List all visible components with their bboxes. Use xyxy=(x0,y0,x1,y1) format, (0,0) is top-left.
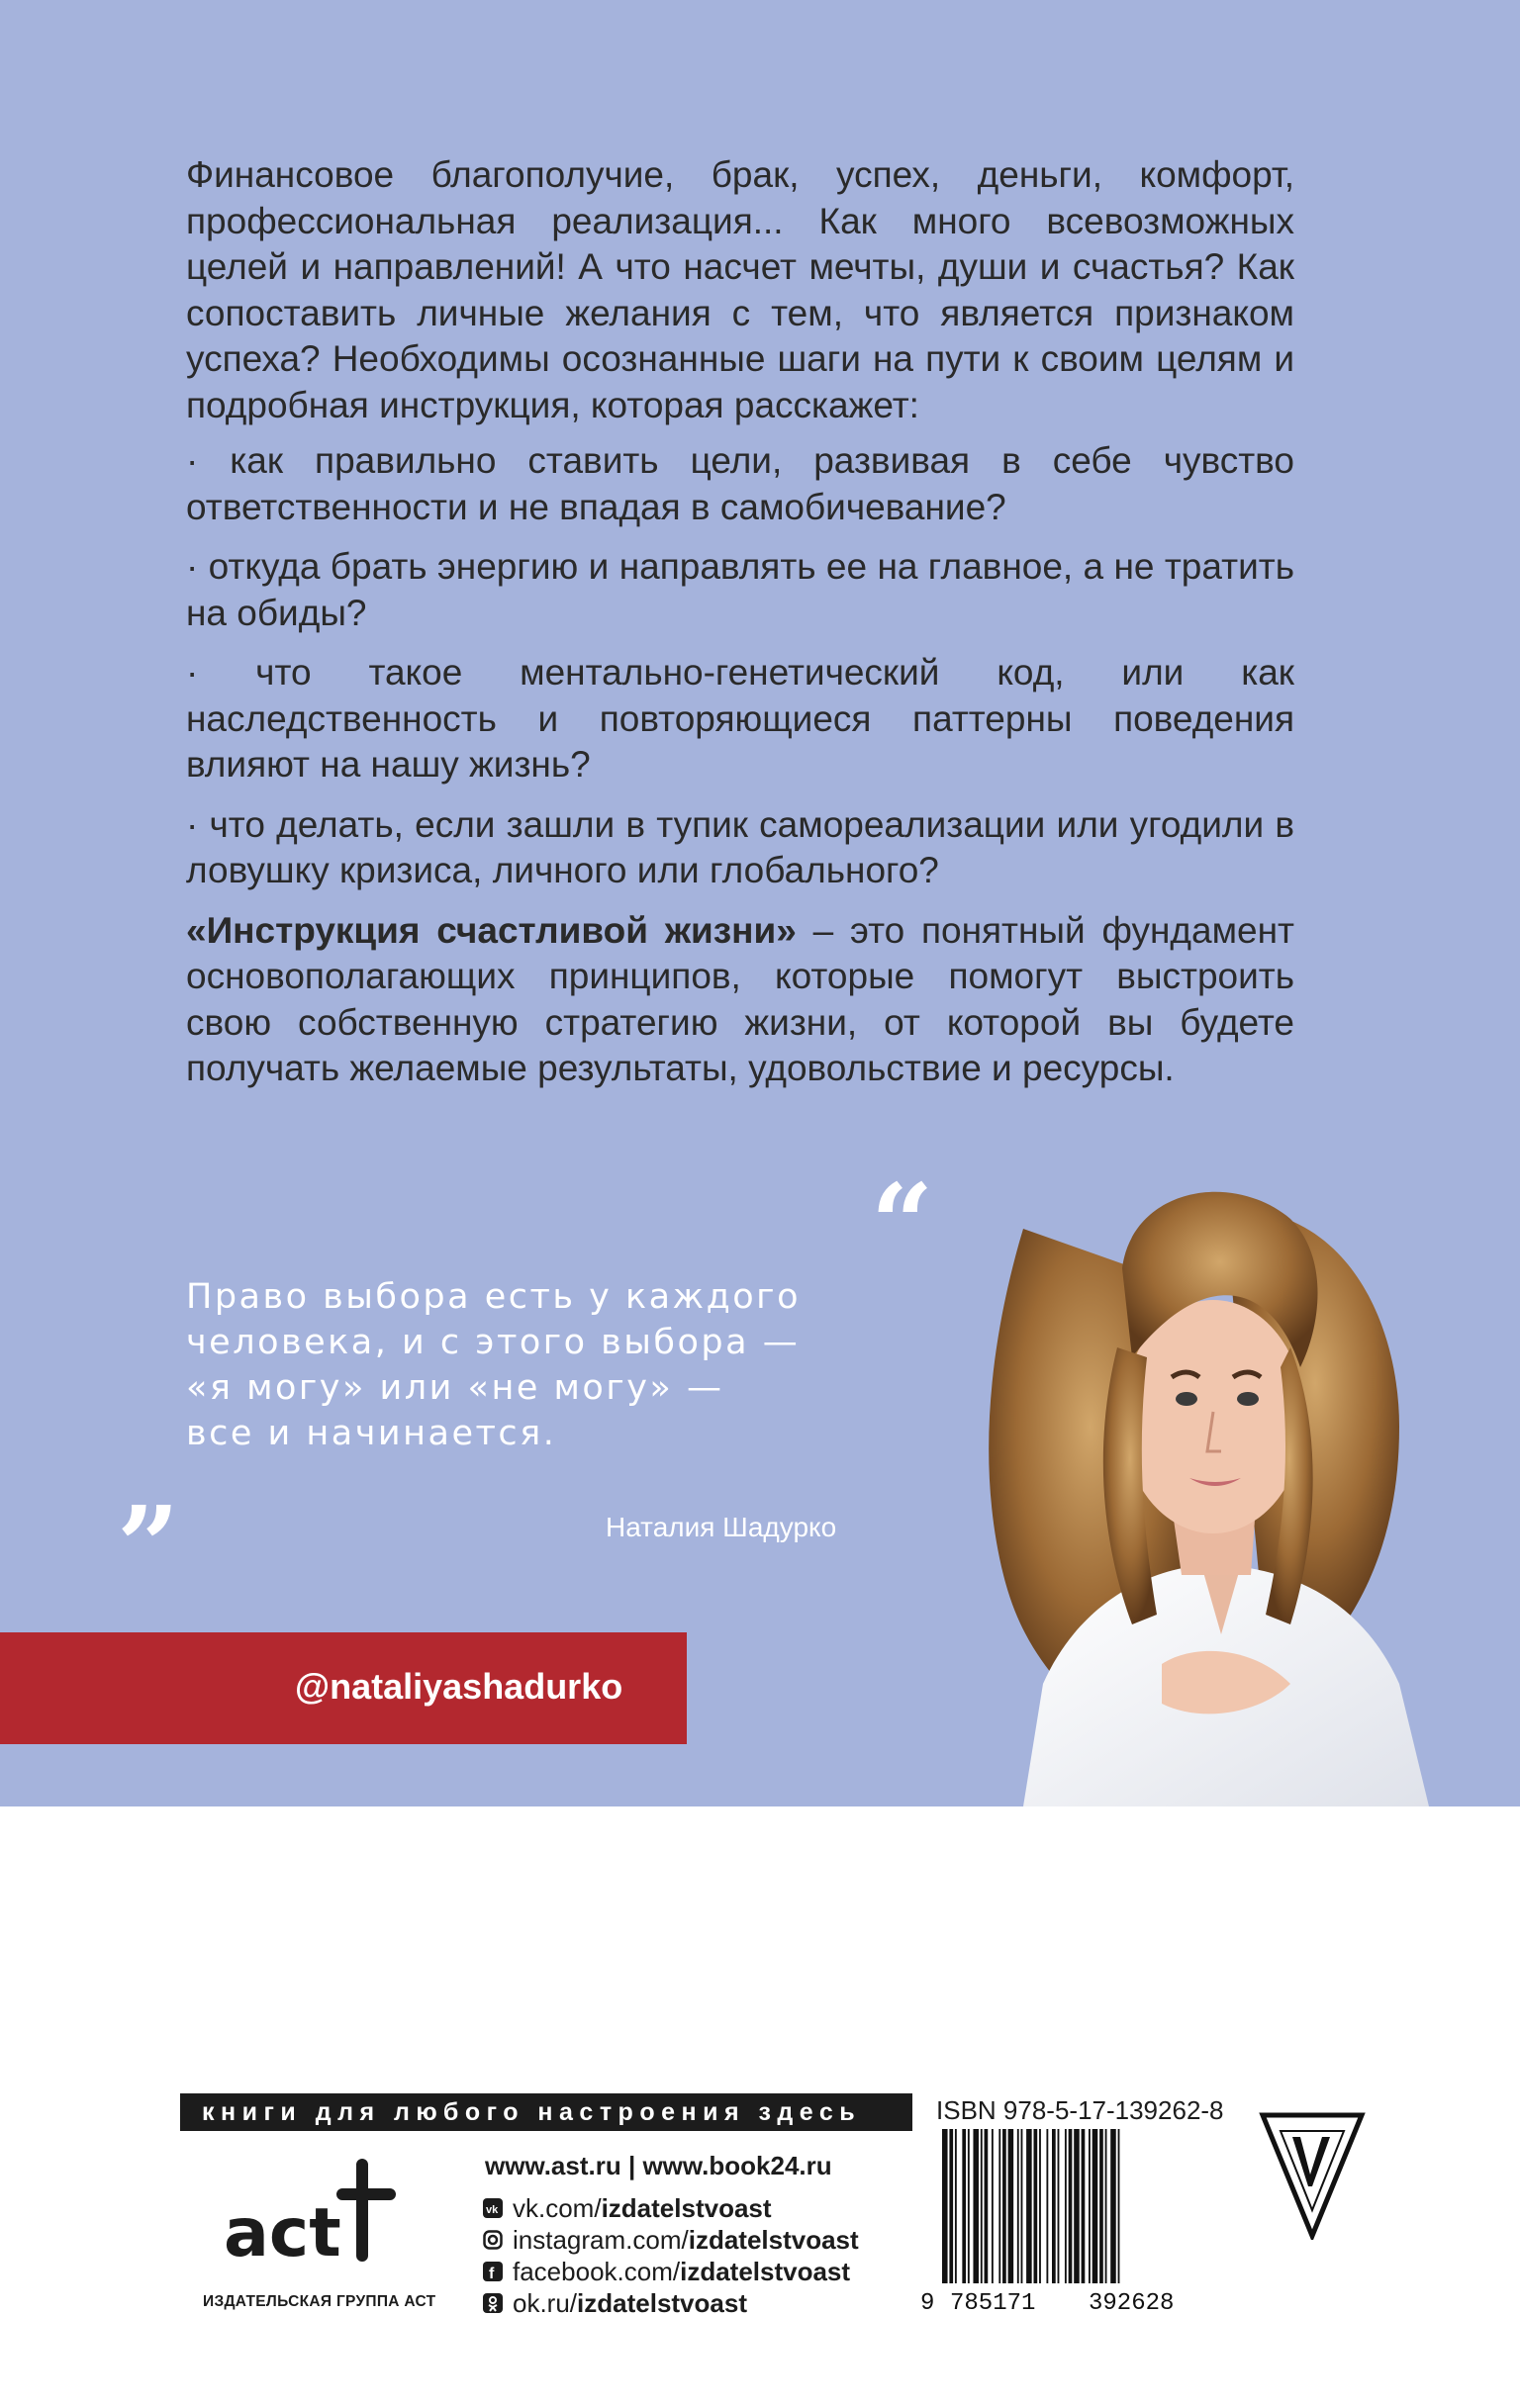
barcode-bar xyxy=(1039,2129,1041,2283)
book-title: «Инструкция счастливой жизни» xyxy=(186,909,797,951)
barcode-bar xyxy=(962,2129,966,2283)
barcode-bar xyxy=(1082,2129,1086,2283)
barcode-bar xyxy=(1021,2129,1023,2283)
barcode-bar xyxy=(1046,2129,1048,2283)
quote-author: Наталия Шадурко xyxy=(606,1512,837,1542)
barcode-bar xyxy=(1002,2129,1006,2283)
publisher-slogan: книги для любого настроения здесь xyxy=(180,2093,912,2131)
publisher-caption: ИЗДАТЕЛЬСКАЯ ГРУППА АСТ xyxy=(203,2293,436,2310)
barcode-bar xyxy=(1065,2129,1067,2283)
barcode-bar xyxy=(973,2129,979,2283)
svg-text:f: f xyxy=(489,2266,495,2281)
barcode-bar xyxy=(1074,2129,1080,2283)
barcode-bar xyxy=(981,2129,983,2283)
svg-text:vk: vk xyxy=(486,2204,499,2216)
barcode-bar xyxy=(1099,2129,1103,2283)
barcode-bar xyxy=(992,2129,994,2283)
odnoklassniki-icon xyxy=(483,2293,503,2313)
author-portrait-illustration xyxy=(934,1130,1488,1806)
quote-line: все и начинается. xyxy=(186,1414,557,1453)
barcode-bar xyxy=(955,2129,957,2283)
barcode-bar xyxy=(985,2129,989,2283)
barcode-bar xyxy=(1092,2129,1098,2283)
vk-icon xyxy=(483,2198,503,2218)
quote-open-mark: “ xyxy=(871,1159,934,1287)
social-handle: @nataliyashadurko xyxy=(295,1666,623,1707)
barcode-bar xyxy=(1058,2129,1060,2283)
barcode-bar xyxy=(1034,2129,1038,2283)
ast-logo xyxy=(224,2147,422,2266)
annotation-text xyxy=(186,152,1294,1092)
facebook-icon xyxy=(483,2262,503,2281)
barcode-bar xyxy=(998,2129,1000,2283)
barcode xyxy=(920,2129,1217,2315)
instagram-icon xyxy=(483,2230,503,2250)
intro-paragraph: Финансовое благополучие, брак, успех, деньги, комфорт, профессиональная реализация... Как много всевозможных целей и направлений! А что насчет мечты, души и счастья? Как сопоставить личные желания с тем, что является признаком успеха? Необходимы осознанные шаги на пути к своим целям и подробная инструкция, которая расскажет: xyxy=(186,154,1294,425)
social-link-facebook[interactable] xyxy=(483,2256,859,2287)
quote-line: человека, и с этого выбора — xyxy=(186,1323,801,1362)
barcode-digit-first: 9 xyxy=(920,2290,935,2315)
barcode-bar xyxy=(1105,2129,1107,2283)
barcode-digits-right: 392628 xyxy=(1089,2290,1175,2315)
social-link-handle: izdatelstvoast xyxy=(688,2224,859,2255)
social-link-prefix: vk.com/ xyxy=(513,2192,602,2223)
barcode-bar xyxy=(1069,2129,1073,2283)
social-link-handle: izdatelstvoast xyxy=(601,2192,772,2223)
social-link-handle: izdatelstvoast xyxy=(577,2287,747,2318)
quote-line: Право выбора есть у каждого xyxy=(186,1277,801,1317)
isbn: ISBN 978-5-17-139262-8 xyxy=(936,2095,1224,2125)
social-link-instagram[interactable] xyxy=(483,2224,859,2256)
bullet-item-goals: · как правильно ставить цели, развивая в себе чувство ответственности и не впадая в самобичевание? xyxy=(186,440,1294,527)
bullet-item-crisis: · что делать, если зашли в тупик самореализации или угодили в ловушку кризиса, личного или глобального? xyxy=(186,803,1294,890)
barcode-bar xyxy=(1017,2129,1019,2283)
barcode-bar xyxy=(1026,2129,1032,2283)
ast-logo-text: act xyxy=(224,2194,341,2266)
barcode-digits-left: 785171 xyxy=(950,2290,1036,2315)
quote-line: «я могу» или «не могу» — xyxy=(186,1368,724,1408)
barcode-bar xyxy=(949,2129,953,2283)
barcode-bar xyxy=(1008,2129,1014,2283)
barcode-bar xyxy=(942,2129,948,2283)
barcode-bar xyxy=(968,2129,970,2283)
barcode-bar xyxy=(1118,2129,1120,2283)
social-link-vk[interactable] xyxy=(483,2192,859,2224)
closing-paragraph xyxy=(186,908,1294,1092)
publisher-social-links xyxy=(483,2192,859,2319)
quote-close-mark: ” xyxy=(117,1482,180,1610)
social-link-odnoklassniki[interactable] xyxy=(483,2287,859,2319)
barcode-bar xyxy=(1052,2129,1056,2283)
social-link-prefix: ok.ru/ xyxy=(513,2287,578,2318)
barcode-bar xyxy=(1110,2129,1116,2283)
bullet-item-energy: · откуда брать энергию и направлять ее на главное, а не тратить на обиды? xyxy=(186,546,1294,633)
closing-text: – это понятный фундамент основополагающих принципов, которые помогут выстроить свою собственную стратегию жизни, от которой вы будете получать желаемые результаты, удовольствие и ресурсы. xyxy=(186,909,1294,1088)
author-quote xyxy=(186,1274,918,1456)
social-link-prefix: instagram.com/ xyxy=(513,2224,689,2255)
barcode-bar xyxy=(1089,2129,1091,2283)
social-link-prefix: facebook.com/ xyxy=(513,2256,681,2286)
social-link-handle: izdatelstvoast xyxy=(680,2256,851,2286)
bullet-item-code: · что такое ментально-генетический код, или как наследственность и повторяющиеся паттерны поведения влияют на нашу жизнь? xyxy=(186,652,1294,785)
publisher-websites[interactable]: www.ast.ru | www.book24.ru xyxy=(485,2151,832,2180)
imprint-logo-v xyxy=(1259,2111,1366,2240)
